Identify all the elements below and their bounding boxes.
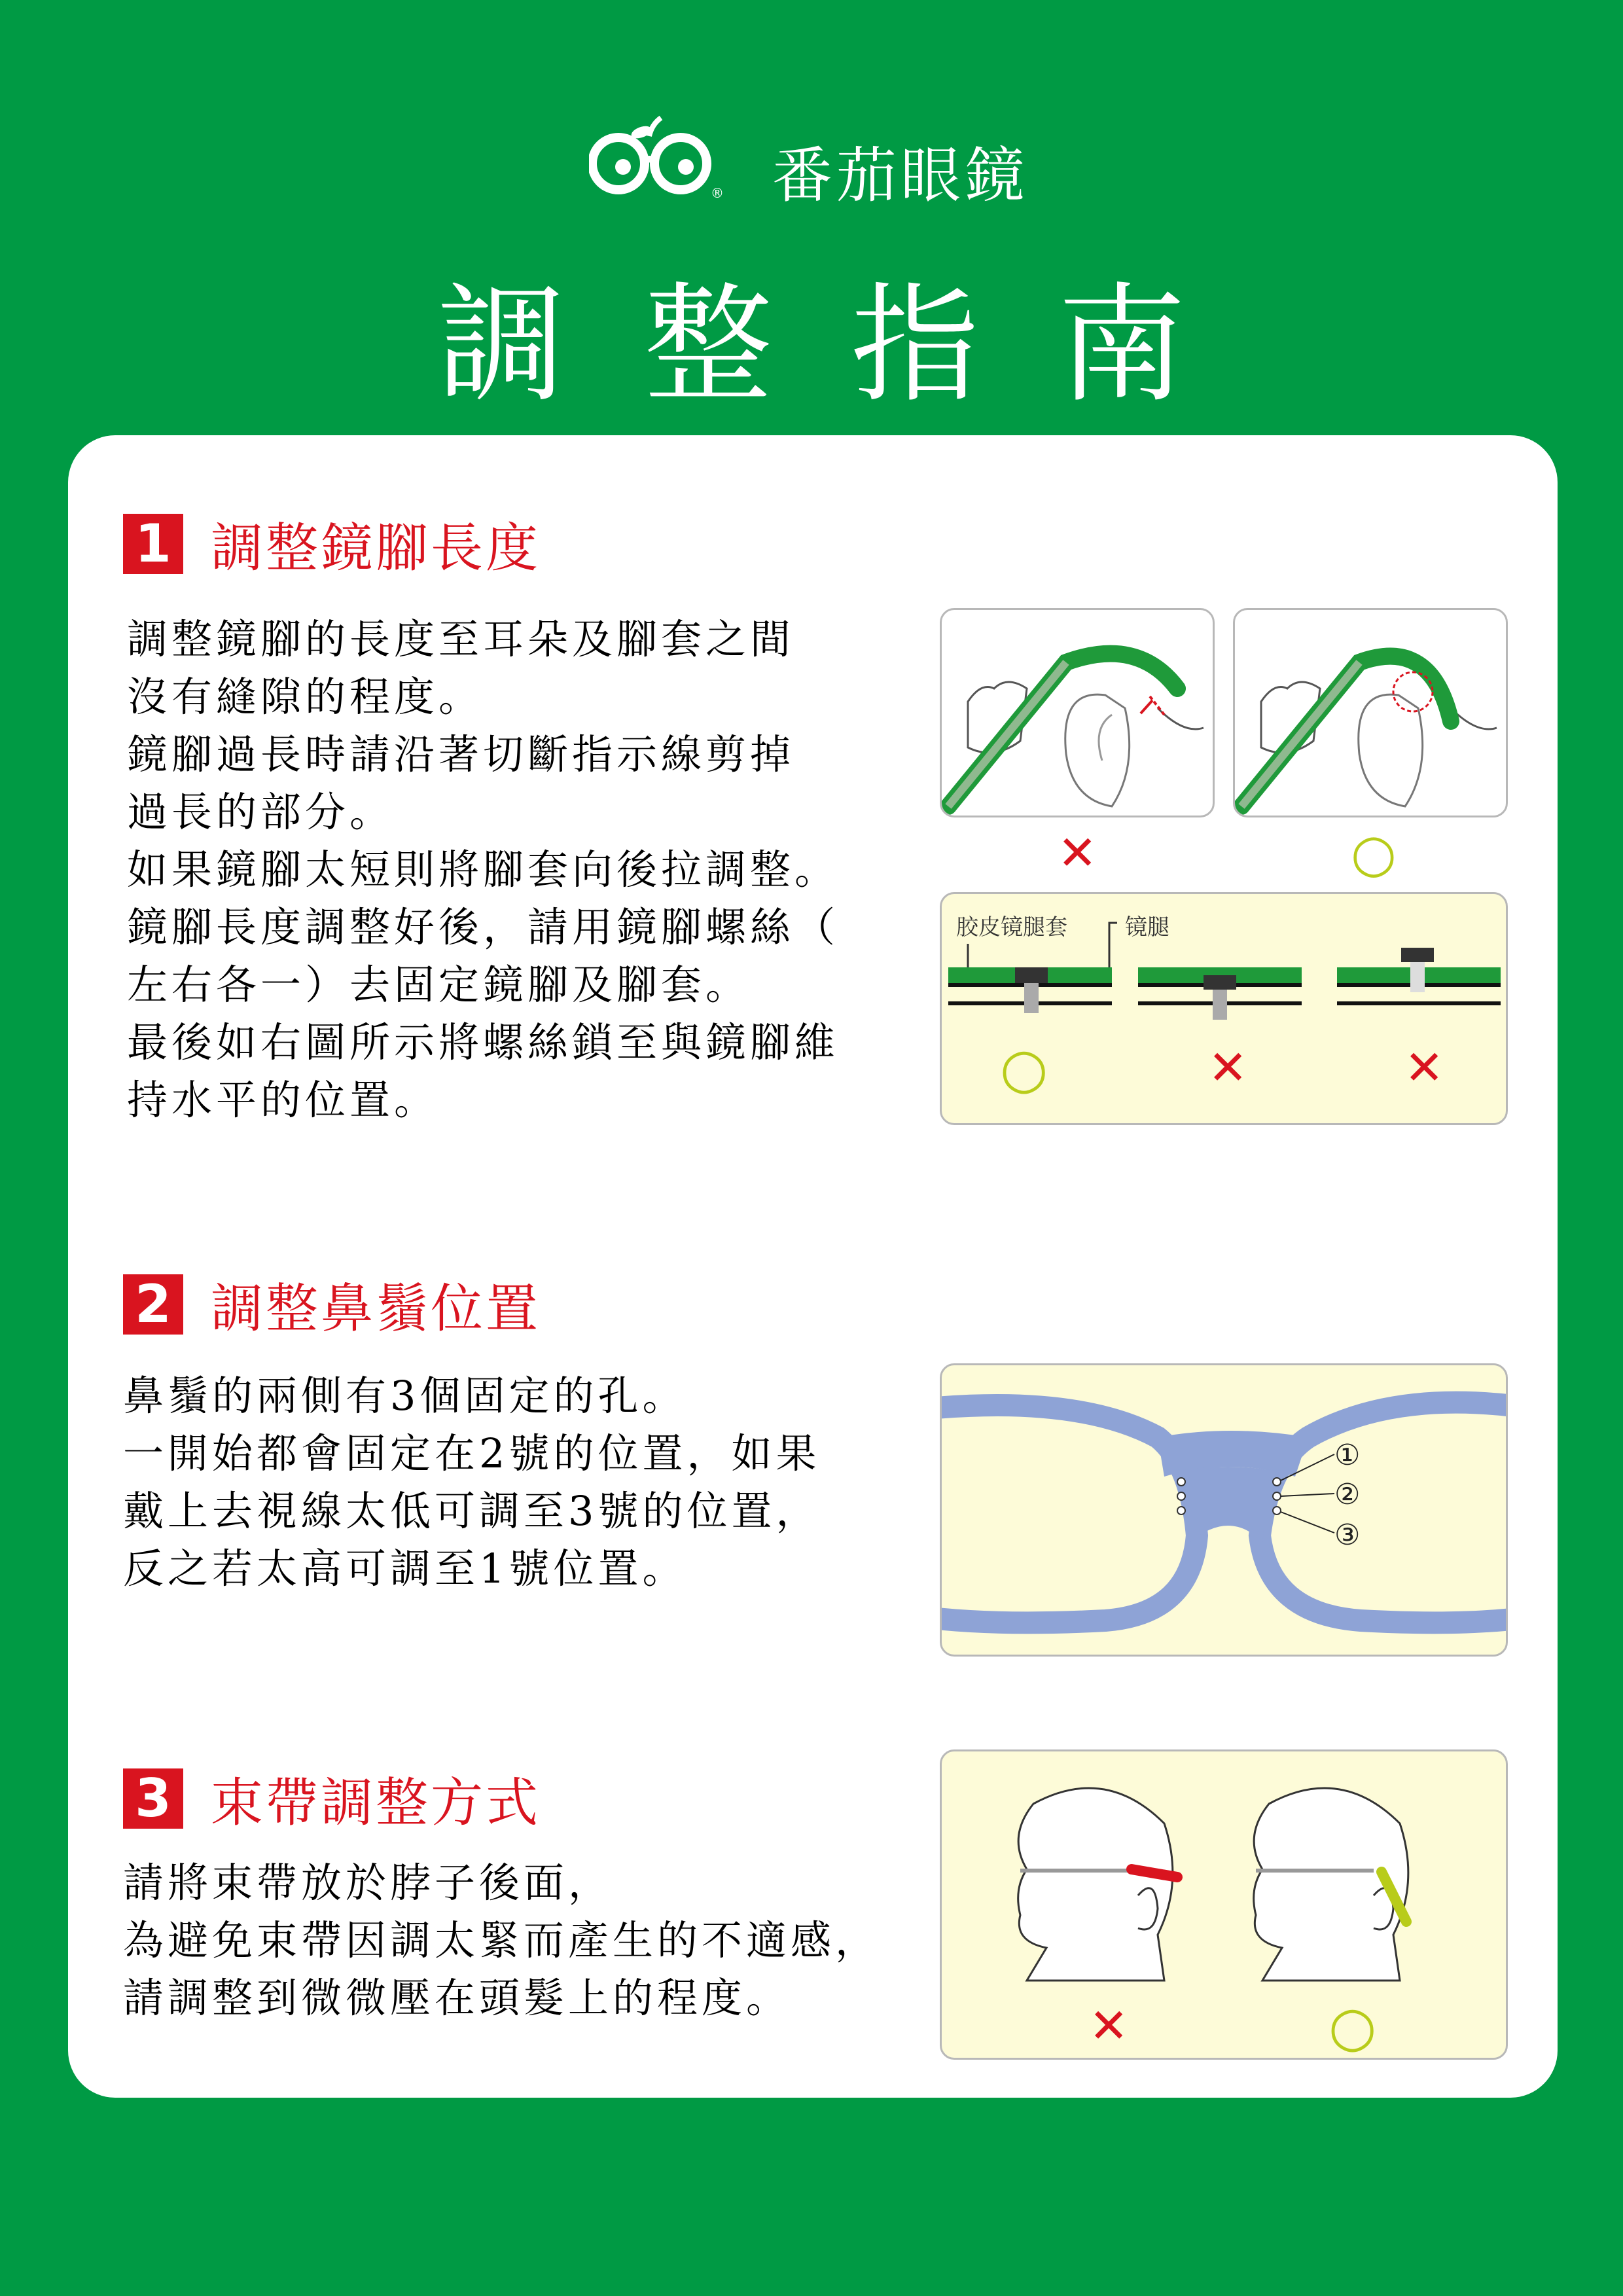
- strap-diagram: [940, 1749, 1508, 2060]
- paragraph-line: 為避免束帶因調太緊而產生的不適感，: [123, 1916, 880, 1964]
- paragraph-line: 請調整到微微壓在頭髮上的程度。: [123, 1974, 791, 2022]
- paragraph-line: 最後如右圖所示將螺絲鎖至與鏡腳維: [127, 1018, 840, 1066]
- section-3-header: [123, 1761, 541, 1836]
- section-1-header: [123, 506, 541, 581]
- guide-card: [68, 435, 1558, 2098]
- cross-icon: ✕: [1404, 1040, 1444, 1095]
- paragraph-line: 鼻鬚的兩側有3個固定的孔。: [123, 1372, 687, 1420]
- paragraph-line: 一開始都會固定在2號的位置，如果: [123, 1429, 821, 1477]
- registered-mark: ®: [711, 185, 724, 201]
- sleeve-label: 胶皮镜腿套: [956, 914, 1067, 941]
- ear-diagram-right: [1233, 608, 1508, 817]
- paragraph-line: 沒有縫隙的程度。: [127, 673, 484, 721]
- cross-icon: ✕: [1058, 825, 1097, 880]
- cross-icon: ✕: [1089, 1998, 1129, 2053]
- section-2-number: 2: [123, 1274, 183, 1335]
- section-1-title: 調整鏡腳長度: [211, 518, 541, 579]
- section-3-text: [123, 1854, 880, 2027]
- hole-label-2: ②: [1334, 1478, 1361, 1511]
- paragraph-line: 如果鏡腳太短則將腳套向後拉調整。: [127, 846, 840, 893]
- section-2-title: 調整鼻鬚位置: [211, 1278, 541, 1339]
- paragraph-line: 請將束帶放於脖子後面，: [123, 1859, 613, 1907]
- section-2-text: [123, 1367, 820, 1598]
- nose-pad-diagram: [940, 1363, 1508, 1657]
- cross-icon: ✕: [1208, 1040, 1248, 1095]
- paragraph-line: 持水平的位置。: [127, 1076, 439, 1124]
- paragraph-line: 鏡腳長度調整好後，請用鏡腳螺絲（: [127, 903, 840, 951]
- paragraph-line: 左右各一）去固定鏡腳及腳套。: [127, 961, 751, 1009]
- section-1-number: 1: [123, 514, 183, 574]
- section-3-title: 束帶調整方式: [211, 1772, 541, 1833]
- ear-diagram-wrong: [940, 608, 1215, 817]
- circle-ok-icon: ○: [1000, 1036, 1048, 1100]
- temple-label: 镜腿: [1125, 914, 1169, 941]
- page-title: 調整指南: [437, 271, 1264, 420]
- circle-ok-icon: ○: [1351, 823, 1397, 884]
- section-3-number: 3: [123, 1768, 183, 1829]
- brand-name: 番茄眼鏡: [772, 141, 1029, 211]
- section-1-text: [127, 611, 839, 1129]
- circle-ok-icon: ○: [1329, 1994, 1377, 2058]
- paragraph-line: 反之若太高可調至1號位置。: [123, 1545, 687, 1592]
- hole-label-1: ①: [1334, 1439, 1361, 1472]
- paragraph-line: 調整鏡腳的長度至耳朵及腳套之間: [127, 615, 795, 663]
- paragraph-line: 過長的部分。: [127, 788, 395, 836]
- paragraph-line: 戴上去視線太低可調至3號的位置，: [123, 1487, 821, 1535]
- section-2-header: [123, 1266, 541, 1342]
- paragraph-line: 鏡腳過長時請沿著切斷指示線剪掉: [127, 730, 795, 778]
- hole-label-3: ③: [1334, 1518, 1361, 1552]
